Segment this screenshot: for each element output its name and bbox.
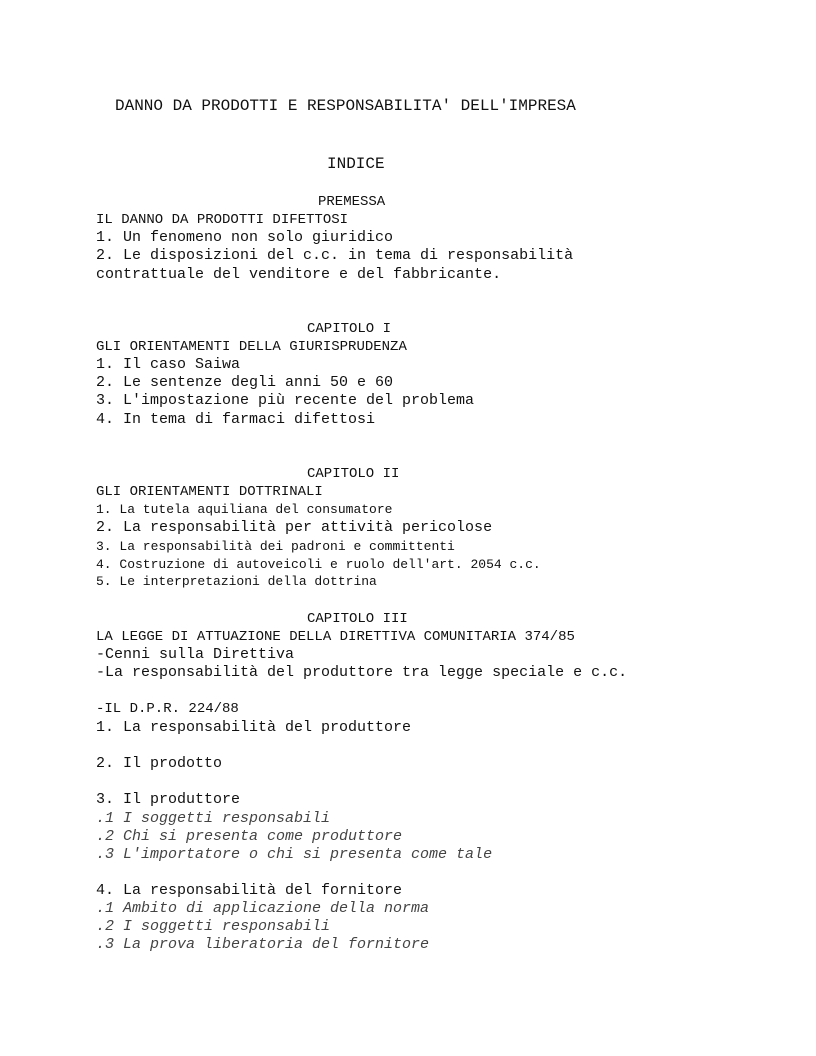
toc-item: 2. Le disposizioni del c.c. in tema di responsabilità [96,247,574,264]
toc-item: -Cenni sulla Direttiva [96,646,295,663]
toc-item: 1. La responsabilità del produttore [96,719,412,736]
toc-item: 2. La responsabilità per attività pericolose [96,519,493,536]
premessa-label: PREMESSA [318,194,386,210]
toc-subitem: .3 L'importatore o chi si presenta come tale [96,846,493,863]
toc-item: 4. La responsabilità del fornitore [96,882,403,899]
toc-subitem: .3 La prova liberatoria del fornitore [96,936,430,953]
dpr-heading: -IL D.P.R. 224/88 [96,701,239,717]
chapter-label: CAPITOLO III [307,611,408,627]
chapter-heading: GLI ORIENTAMENTI DOTTRINALI [96,484,323,500]
toc-item: contrattuale del venditore e del fabbricante. [96,266,502,283]
chapter-label: CAPITOLO I [307,321,392,337]
toc-item: 1. La tutela aquiliana del consumatore [96,502,393,517]
document-title: DANNO DA PRODOTTI E RESPONSABILITA' DELL'IMPRESA [115,97,576,115]
toc-item: 2. Le sentenze degli anni 50 e 60 [96,374,394,391]
toc-subitem: .2 Chi si presenta come produttore [96,828,403,845]
toc-subitem: .2 I soggetti responsabili [96,918,331,935]
toc-subitem: .1 I soggetti responsabili [96,810,331,827]
toc-item: 4. In tema di farmaci difettosi [96,411,376,428]
toc-item: 1. Un fenomeno non solo giuridico [96,229,394,246]
premessa-heading: IL DANNO DA PRODOTTI DIFETTOSI [96,212,349,228]
chapter-label: CAPITOLO II [307,466,400,482]
toc-item: 2. Il prodotto [96,755,223,772]
toc-item: 1. Il caso Saiwa [96,356,241,373]
chapter-heading: LA LEGGE DI ATTUAZIONE DELLA DIRETTIVA COMUNITARIA 374/85 [96,629,575,645]
toc-item: 3. La responsabilità dei padroni e committenti [96,539,455,554]
toc-item: -La responsabilità del produttore tra legge speciale e c.c. [96,664,628,681]
toc-item: 4. Costruzione di autoveicoli e ruolo dell'art. 2054 c.c. [96,557,541,572]
index-heading: INDICE [327,155,385,173]
toc-item: 3. L'impostazione più recente del problema [96,392,475,409]
toc-item: 3. Il produttore [96,791,241,808]
toc-subitem: .1 Ambito di applicazione della norma [96,900,430,917]
toc-item: 5. Le interpretazioni della dottrina [96,574,377,589]
chapter-heading: GLI ORIENTAMENTI DELLA GIURISPRUDENZA [96,339,407,355]
